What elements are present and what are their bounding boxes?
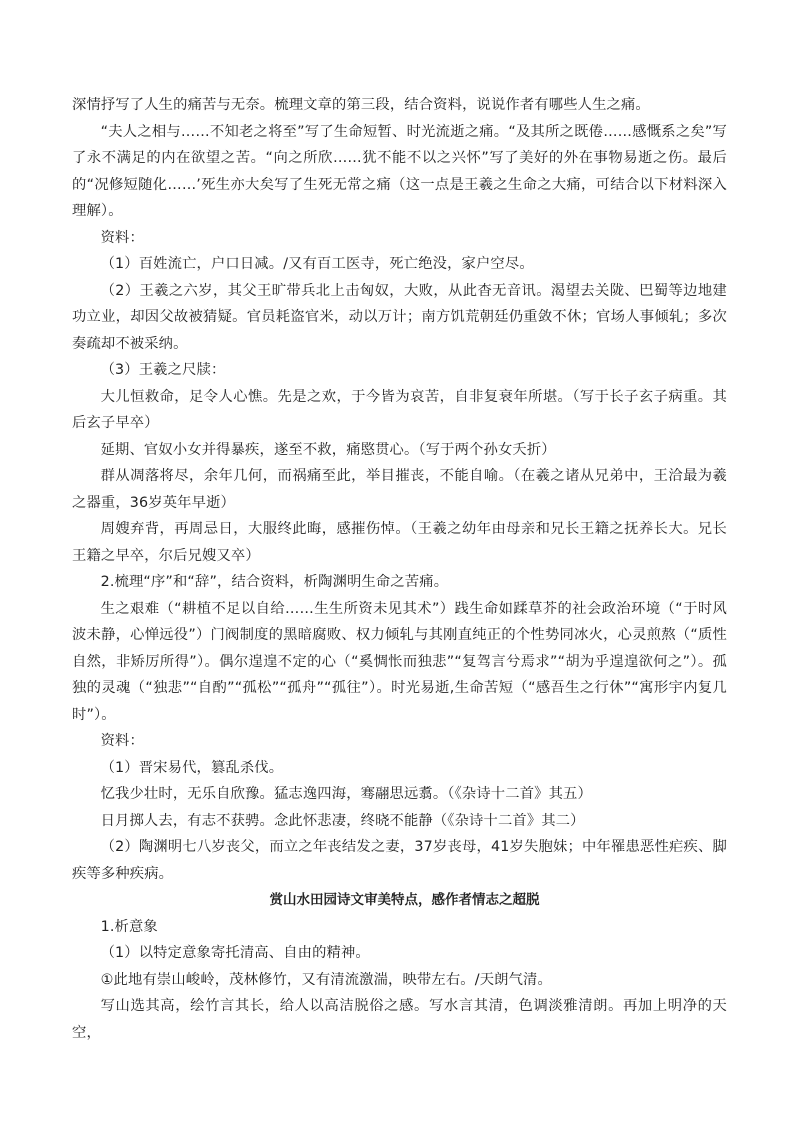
section-wang-xizhi [72, 92, 727, 887]
paragraph: 资料： [100, 229, 144, 246]
paragraph: 深情抒写了人生的痛苦与无奈。梳理文章的第三段，结合资料，说说作者有哪些人生之痛。 [72, 97, 650, 113]
paragraph: 群从凋落将尽，余年几何，而祸痛至此，举目摧丧，不能自喻。（在羲之诸从兄弟中，王洽最为羲之器重，36岁英年早逝） [72, 468, 727, 511]
paragraph: 延期、官奴小女并得暴疾，遂至不救，痛愍贯心。（写于两个孙女夭折） [100, 441, 556, 458]
paragraph: （1）百姓流亡，户口日减。/又有百工医寺，死亡绝没，家户空尽。 [100, 256, 534, 272]
paragraph: 写山选其高，绘竹言其长，给人以高洁脱俗之感。写水言其清，色调淡雅清朗。再加上明净的天空， [72, 998, 727, 1041]
paragraph: （2）王羲之六岁，其父王旷带兵北上击匈奴，大败，从此杳无音讯。渴望去关陇、巴蜀等边地建功立业，却因父故被猜疑。官员耗盗官米，动以万计；南方饥荒朝廷仍重敛不休；官场人事倾轧；多次奏疏却不被采纳。 [72, 282, 727, 352]
paragraph: 生之艰难（“耕植不足以自给……生生所资未见其术”）践生命如蹂草芥的社会政治环境（“于时风波未静，心惮远役”）门阀制度的黑暗腐败、权力倾轧与其刚直纯正的个性势同冰火，心灵煎熬（“质性自然，非矫厉所得”）。偶尔遑遑不定的心（“奚惆怅而独悲”“复驾言兮焉求”“胡为乎遑遑欲何之”）。孤独的灵魂（“独悲”“自酌”“孤松”“孤舟”“孤往”）。时光易逝,生命苦短（“感吾生之行休”“寓形宇内复几时”）。 [72, 600, 727, 723]
paragraph: “夫人之相与……不知老之将至”写了生命短暂、时光流逝之痛。“及其所之既倦……感慨系之矣”写了永不满足的内在欲望之苦。“向之所欣……犹不能不以之兴怀”写了美好的外在事物易逝之伤。最后的“况修短随化……’死生亦大矣写了生死无常之痛（这一点是王羲之生命之大痛，可结合以下材料深入理解）。 [72, 123, 727, 219]
paragraph: 1.析意象 [100, 918, 158, 935]
paragraph: 忆我少壮时，无乐自欣豫。猛志逸四海，骞翮思远翥。（《杂诗十二首》其五） [100, 786, 592, 802]
paragraph: 大儿恒救命，足令人心憔。先是之欢，于今皆为哀苦，自非复衰年所堪。（写于长子玄子病重。其后玄子早卒） [72, 388, 727, 431]
paragraph: （1）以特定意象寄托清高、自由的精神。 [100, 945, 370, 961]
paragraph: （2）陶渊明七八岁丧父，而立之年丧结发之妻，37岁丧母，41岁失胞妹；中年罹患恶性疟疾、脚疾等多种疾病。 [72, 839, 727, 882]
paragraph: 日月掷人去，有志不获骋。念此怀悲凄，终晓不能静（《杂诗十二首》其二） [100, 812, 585, 829]
paragraph: （3）王羲之尺牍： [100, 362, 226, 378]
paragraph: 2.梳理“序”和“辞”，结合资料，析陶渊明生命之苦痛。 [100, 574, 449, 590]
section-heading: 赏山水田园诗文审美特点，感作者情志之超脱 [269, 892, 540, 908]
paragraph: 周嫂弃背，再周忌日，大服终此晦，感摧伤悼。（王羲之幼年由母亲和兄长王籍之抚养长大。兄长王籍之早卒，尔后兄嫂又卒） [72, 521, 727, 564]
paragraph: 资料： [100, 733, 144, 749]
paragraph: ①此地有崇山峻岭，茂林修竹，又有清流激湍，映带左右。/天朗气清。 [100, 971, 552, 988]
paragraph: （1）晋宋易代，篡乱杀伐。 [100, 759, 284, 776]
section-landscape-poetry [72, 914, 727, 1047]
document-body [72, 92, 727, 1046]
